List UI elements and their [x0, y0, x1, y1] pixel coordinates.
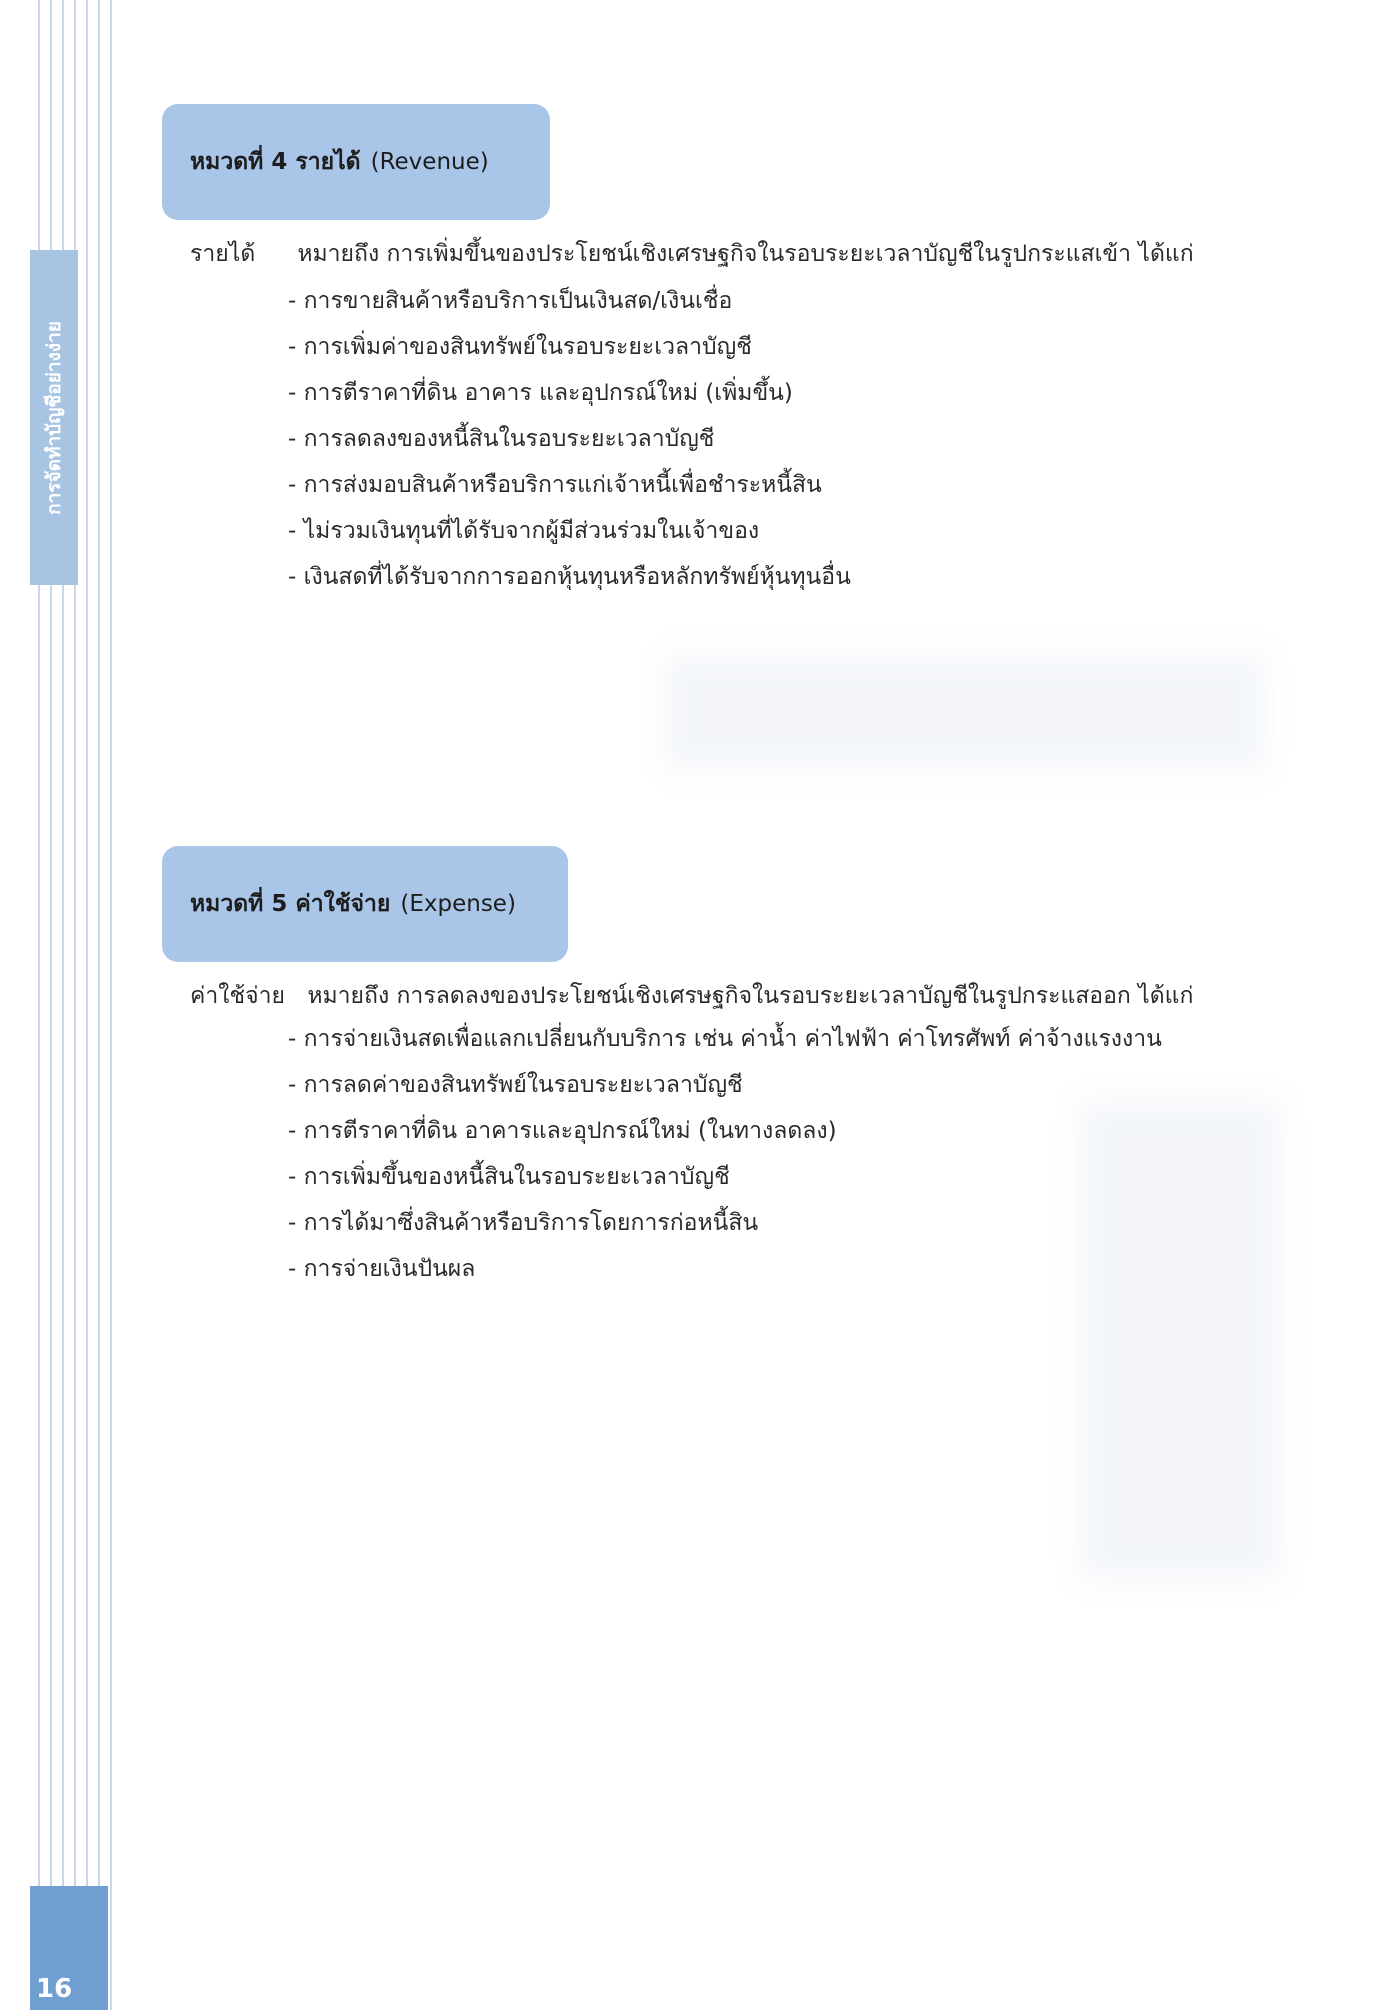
- section5-definition: [190, 978, 1193, 1014]
- list-item: - การจ่ายเงินปันผล: [288, 1256, 476, 1282]
- side-tab: [30, 250, 78, 585]
- list-item: - การขายสินค้าหรือบริการเป็นเงินสด/เงินเชื่อ: [288, 288, 733, 314]
- bleed-through: [665, 655, 1265, 770]
- list-item: - การได้มาซึ่งสินค้าหรือบริการโดยการก่อหนี้สิน: [288, 1210, 759, 1236]
- list-item: - การเพิ่มขึ้นของหนี้สินในรอบระยะเวลาบัญชี: [288, 1164, 730, 1190]
- section4-header: [162, 104, 550, 220]
- list-item: - การตีราคาที่ดิน อาคารและอุปกรณ์ใหม่ (ในทางลดลง): [288, 1118, 837, 1144]
- section5-term: ค่าใช้จ่าย: [190, 983, 286, 1009]
- section5-definition-text: หมายถึง การลดลงของประโยชน์เชิงเศรษฐกิจในรอบระยะเวลาบัญชีในรูปกระแสออก ได้แก่: [307, 983, 1194, 1009]
- list-item: - การลดลงของหนี้สินในรอบระยะเวลาบัญชี: [288, 426, 715, 452]
- section4-header-en: (Revenue): [370, 149, 489, 175]
- section5-header-en: (Expense): [400, 891, 516, 917]
- page-number-block: [30, 1886, 108, 2010]
- section4-header-title: หมวดที่ 4 รายได้: [190, 149, 361, 175]
- list-item: - ไม่รวมเงินทุนที่ได้รับจากผู้มีส่วนร่วมในเจ้าของ: [288, 518, 760, 544]
- section4-definition: [190, 236, 1194, 272]
- list-item: - การตีราคาที่ดิน อาคาร และอุปกรณ์ใหม่ (เพิ่มขึ้น): [288, 380, 793, 406]
- list-item: - เงินสดที่ได้รับจากการออกหุ้นทุนหรือหลักทรัพย์หุ้นทุนอื่น: [288, 564, 851, 590]
- section4-definition-text: หมายถึง การเพิ่มขึ้นของประโยชน์เชิงเศรษฐกิจในรอบระยะเวลาบัญชีในรูปกระแสเข้า ได้แก่: [297, 241, 1194, 267]
- section5-header-title: หมวดที่ 5 ค่าใช้จ่าย: [190, 891, 391, 917]
- list-item: - การเพิ่มค่าของสินทรัพย์ในรอบระยะเวลาบัญชี: [288, 334, 752, 360]
- list-item: - การลดค่าของสินทรัพย์ในรอบระยะเวลาบัญชี: [288, 1072, 743, 1098]
- side-tab-label: การจัดทำบัญชีอย่างง่าย: [43, 320, 65, 515]
- section5-list: [288, 1016, 1162, 1292]
- section4-term: รายได้: [190, 241, 256, 267]
- section4-list: [288, 278, 851, 600]
- section5-header: [162, 846, 568, 962]
- page-number: 16: [36, 1974, 73, 2004]
- list-item: - การจ่ายเงินสดเพื่อแลกเปลี่ยนกับบริการ เช่น ค่าน้ำ ค่าไฟฟ้า ค่าโทรศัพท์ ค่าจ้างแรงงาน: [288, 1026, 1162, 1052]
- list-item: - การส่งมอบสินค้าหรือบริการแก่เจ้าหนี้เพื่อชำระหนี้สิน: [288, 472, 822, 498]
